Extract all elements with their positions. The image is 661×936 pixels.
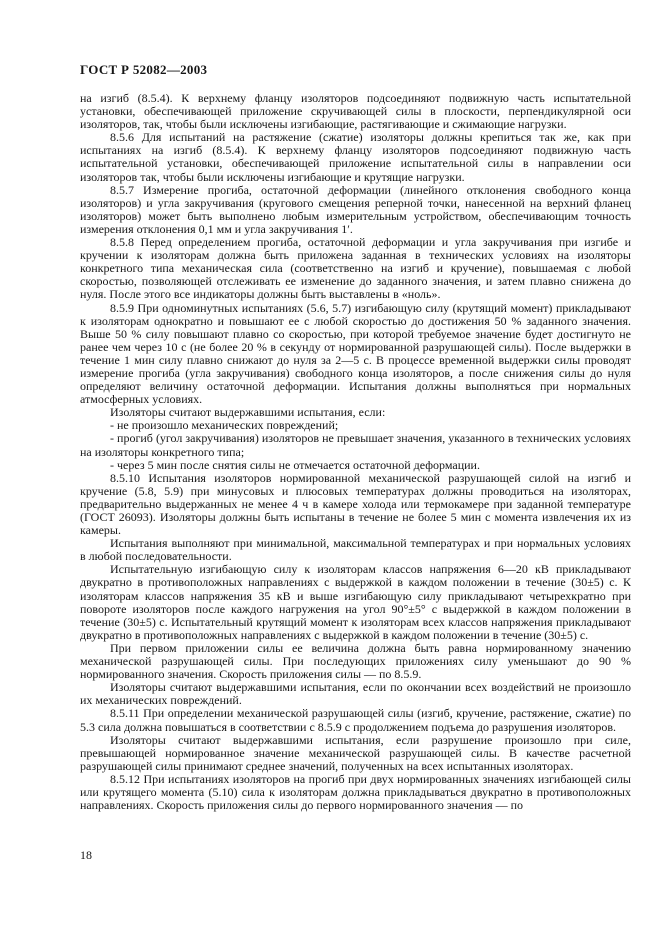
paragraph-test-sequence: Испытания выполняют при минимальной, максимальной температурах и при нормальных условиях в любой последовательности. — [80, 536, 631, 564]
paragraph-pass-condition: Изоляторы считают выдержавшими испытания, если по окончании всех воздействий не произошло их механических повреждений. — [80, 680, 631, 708]
page-number: 18 — [80, 848, 92, 862]
paragraph-bending-force: Испытательную изгибающую силу к изоляторам классов напряжения 6—20 кВ прикладывают двукратно в противоположных направлениях с выдержкой в каждом положении в течение (30±5) с. К изоляторам классов напряжения 35 кВ и выше изгибающую силу прикладывают четырехкратно при повороте изоляторов после каждого нагружения на угол 90°±5° с выдержкой в каждом положении в течение (30±5) с. Испытательный крутящий момент к изоляторам всех классов напряжения прикладывают двукратно в противоположных направлениях с выдержкой в каждом положении в течение (30±5) с. — [80, 562, 631, 642]
paragraph-8-5-10: 8.5.10 Испытания изоляторов нормированной механической разрушающей силой на изгиб и кручение (5.8, 5.9) при минусовых и плюсовых температурах должны проводиться на изоляторах, предварительно выдержанных не менее 4 ч в камере холода или термокамере при заданной температуре (ГОСТ 26093). Изоляторы должны быть испытаны в течение не более 5 мин с момента извлечения их из камеры. — [80, 470, 631, 538]
paragraph-continuation: на изгиб (8.5.4). К верхнему фланцу изоляторов подсоединяют подвижную часть испытательной установки, обеспечивающей приложение скручивающей силы в плоскости, перпендикулярной оси изоляторов, так, чтобы были исключены изгибающие, растягивающие и сжимающие нагрузки. — [80, 91, 631, 132]
paragraph-8-5-8: 8.5.8 Перед определением прогиба, остаточной деформации и угла закручивания при изгибе и кручении к изоляторам должна быть приложена заданная в технических условиях на изоляторы конкретного типа механическая сила (соответственно на изгиб и кручение), повышаемая с любой скоростью, позволяющей отслеживать ее изменение до заданного значения, и затем плавно снижена до нуля. После этого все индикаторы должны быть выставлены в «ноль». — [80, 235, 631, 302]
document-title-header: ГОСТ Р 52082—2003 — [80, 62, 208, 77]
paragraph-8-5-6: 8.5.6 Для испытаний на растяжение (сжатие) изоляторы должны крепиться так же, как при испытаниях на изгиб (8.5.4). К верхнему фланцу изоляторов подсоединяют подвижную часть испытательной установки, обеспечивающей приложение испытательной силы в направлении оси изоляторов так, чтобы были исключены изгибающие и крутящие нагрузки. — [80, 130, 631, 184]
paragraph-8-5-11: 8.5.11 При определении механической разрушающей силы (изгиб, кручение, растяжение, сжатие) по 5.3 сила должна повышаться в соответствии с 8.5.9 с продолжением подъема до разрушения изоляторов. — [80, 706, 631, 734]
paragraph-8-5-7: 8.5.7 Измерение прогиба, остаточной деформации (линейного отклонения свободного конца изоляторов) и угла закручивания (кругового смещения реперной точки, нанесенной на верхний фланец изоляторов) может быть выполнено любым измерительным устройством, обеспечивающим точность измерения отклонения 0,1 мм и угла закручивания 1′. — [80, 182, 631, 236]
paragraph-first-application: При первом приложении силы ее величина должна быть равна нормированному значению механической разрушающей силы. При последующих приложениях силу уменьшают до 90 % нормированного значения. Скорость приложения силы — по 8.5.9. — [80, 640, 631, 682]
document-body — [80, 92, 631, 812]
paragraph-8-5-12: 8.5.12 При испытаниях изоляторов на прогиб при двух нормированных значениях изгибающей силы или крутящего момента (5.10) сила к изоляторам должна прикладываться двукратно в противоположных направлениях. Скорость приложения силы до первого нормированного значения — по — [80, 771, 631, 813]
paragraph-criterion-1: - не произошло механических повреждений; — [110, 418, 339, 433]
paragraph-pass-criteria-intro: Изоляторы считают выдержавшими испытания, если: — [110, 405, 386, 420]
paragraph-failure-condition: Изоляторы считают выдержавшими испытания, если разрушение произошло при силе, превышающей нормированное значение механической разрушающей силы. В качестве расчетной разрушающей силы принимают среднее значений, полученных на всех испытанных изоляторах. — [80, 732, 631, 773]
paragraph-criterion-2: - прогиб (угол закручивания) изоляторов не превышает значения, указанного в технических условиях на изоляторы конкретного типа; — [80, 431, 631, 459]
paragraph-8-5-9: 8.5.9 При одноминутных испытаниях (5.6, 5.7) изгибающую силу (крутящий момент) прикладывают к изоляторам однократно и повышают ее с любой скоростью до достижения 50 % заданного значения. Выше 50 % силу повышают плавно со скоростью, при которой требуемое значение будет достигнуто не ранее чем через 10 с (не более 20 % в секунду от нормированной разрушающей силы). После выдержки в течение 1 мин силу плавно снижают до нуля за 2—5 с. В процессе временной выдержки силы проводят измерение прогиба (угла закручивания) свободного конца изоляторов, а после снижения силы до нуля определяют величину остаточной деформации. Испытания должны выполняться при нормальных атмосферных условиях. — [80, 300, 631, 407]
paragraph-criterion-3: - через 5 мин после снятия силы не отмечается остаточной деформации. — [110, 457, 480, 472]
